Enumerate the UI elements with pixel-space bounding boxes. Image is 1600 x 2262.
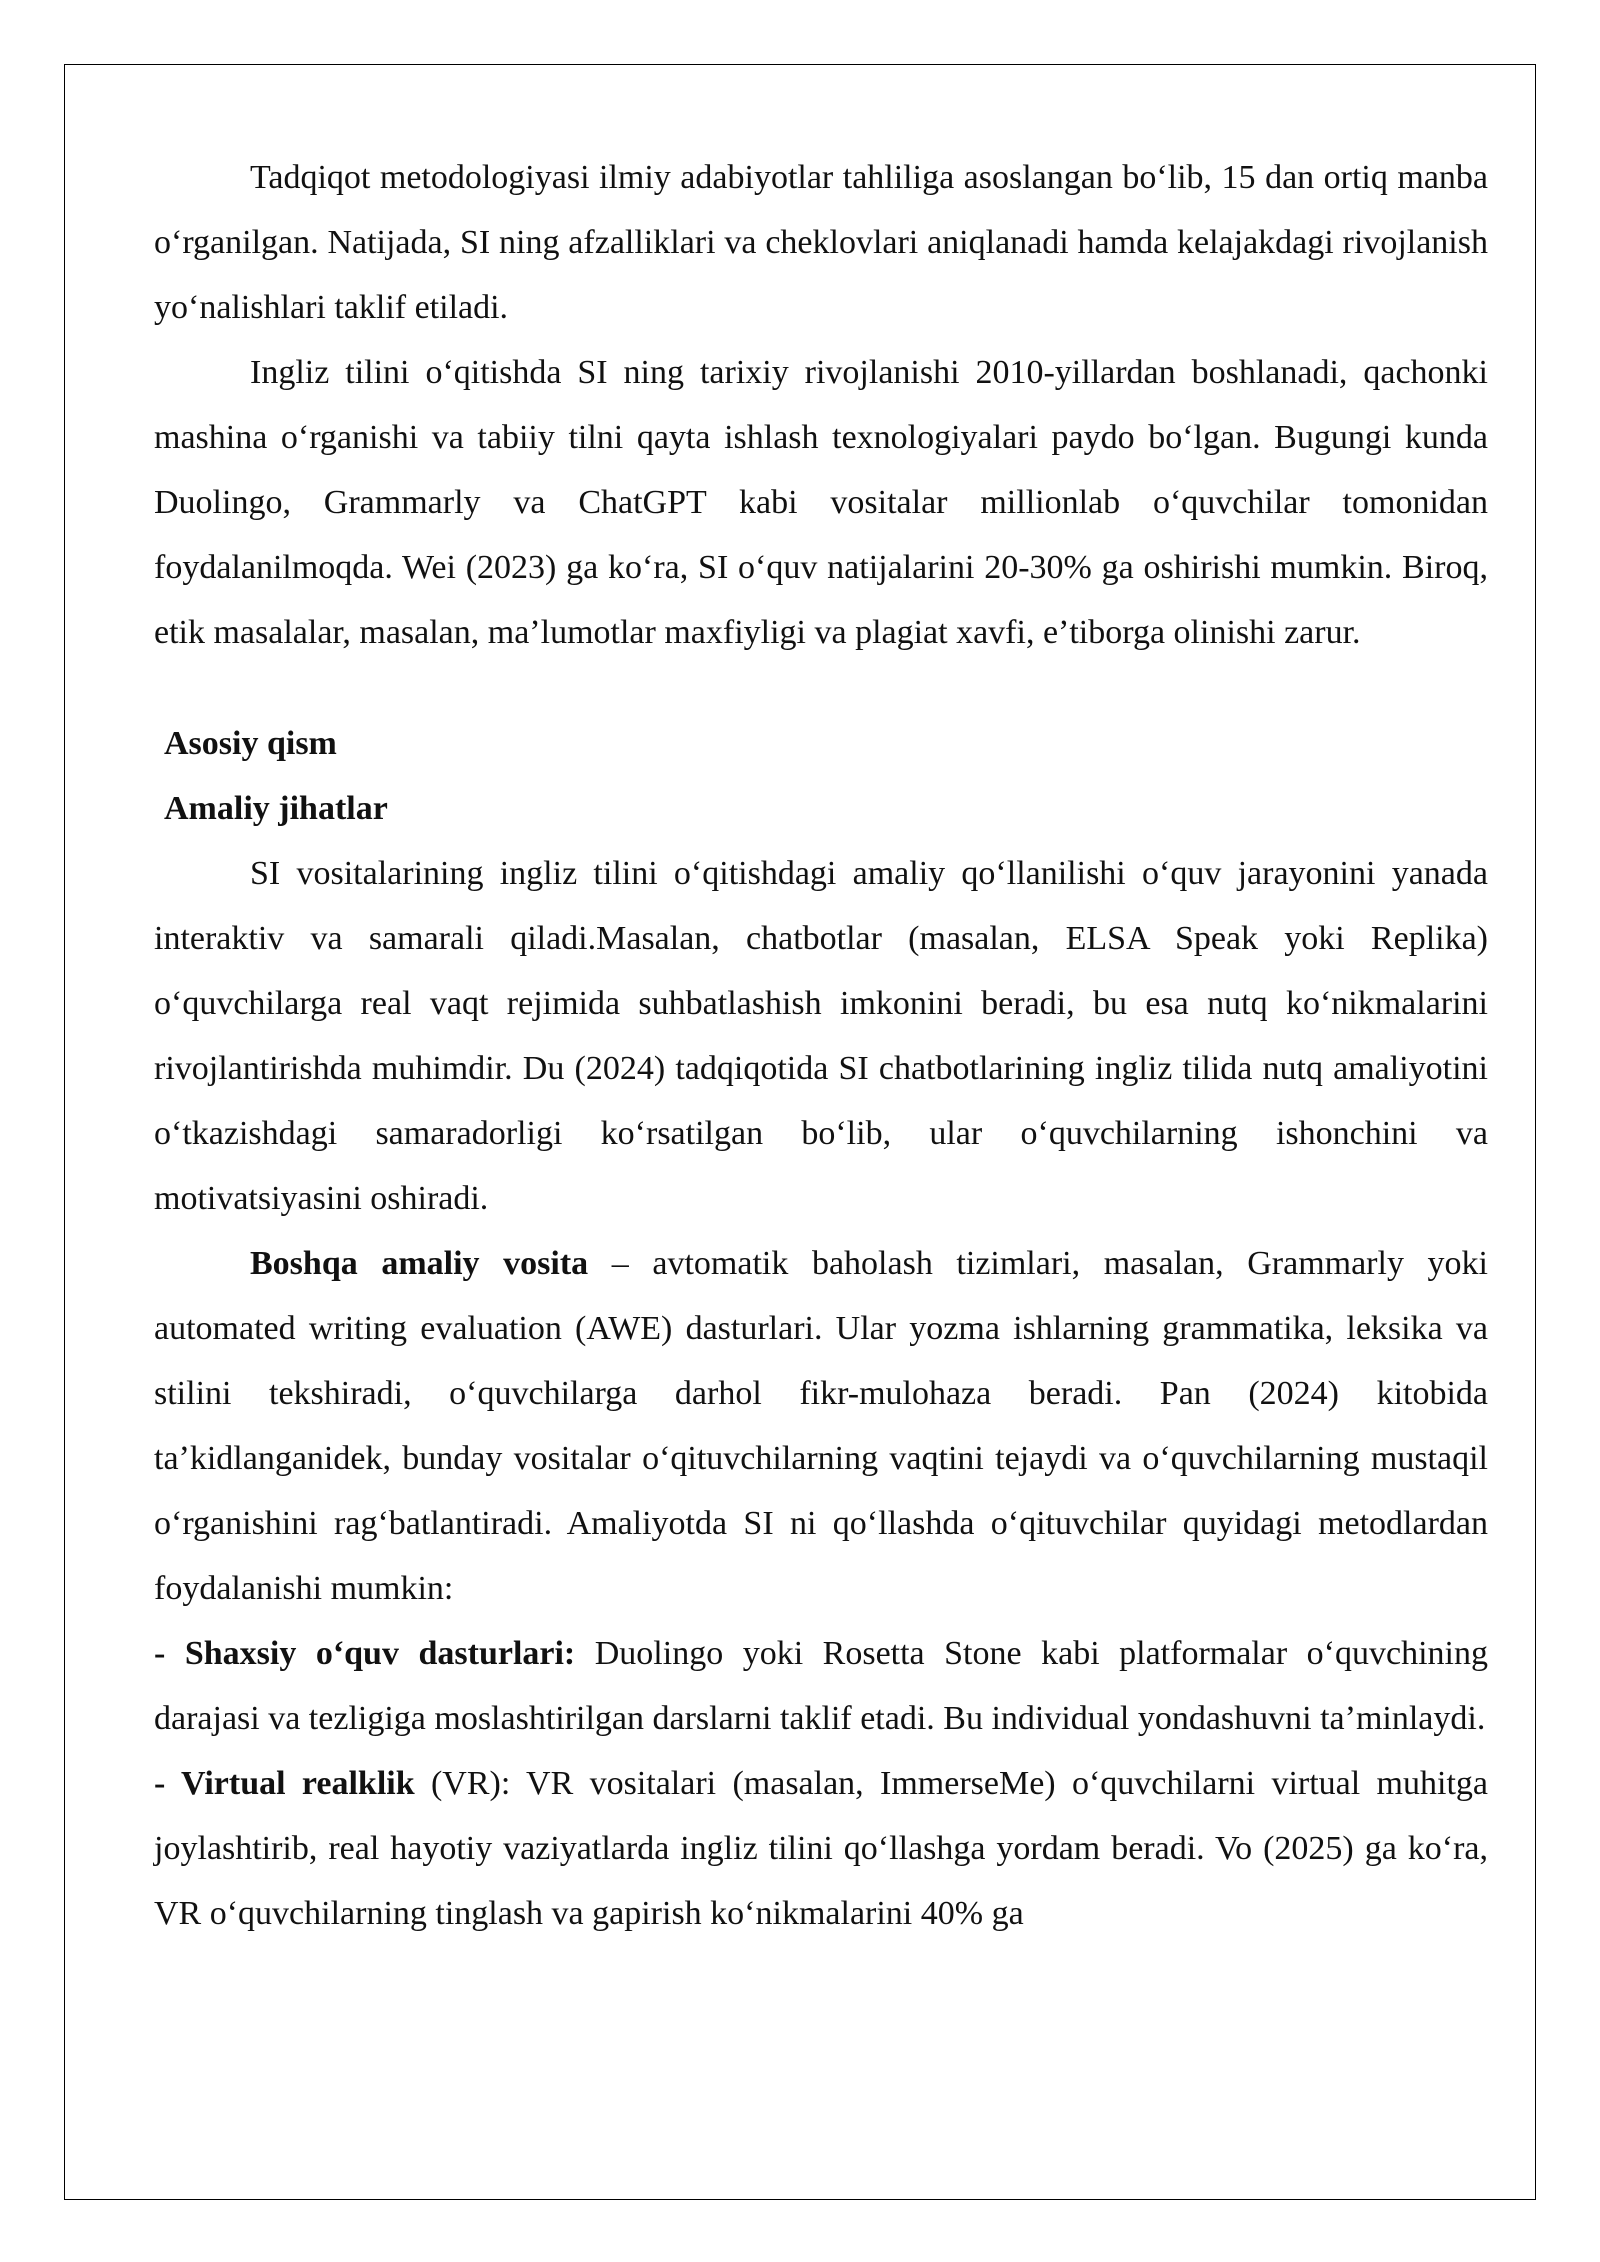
paragraph-gap [154, 665, 1488, 711]
bold-lead-text: Boshqa amaliy vosita [250, 1245, 589, 1282]
paragraph-text: (VR): VR vositalari (masalan, ImmerseMe) oʻquvchilarni virtual muhitga joylashtirib, real hayotiy vaziyatlarda ingliz tilini qoʻllashga yordam beradi. Vo (2025) ga koʻra, VR oʻquvchilarning tinglash va gapirish koʻnikmalarini 40% ga [154, 1765, 1488, 1932]
document-body [154, 145, 1488, 1946]
paragraph-text: – avtomatik baholash tizimlari, masalan, Grammarly yoki automated writing evaluation (AWE) dasturlari. Ular yozma ishlarning grammatika, leksika va stilini tekshiradi, oʻquvchilarga darhol fikr-mulohaza beradi. Pan (2024) kitobida taʼkidlanganidek, bunday vositalar oʻqituvchilarning vaqtini tejaydi va oʻquvchilarning mustaqil oʻrganishini ragʻbatlantiradi. Amaliyotda SI ni qoʻllashda oʻqituvchilar quyidagi metodlardan foydalanishi mumkin: [154, 1245, 1488, 1607]
section-heading-main: Asosiy qism [164, 725, 337, 762]
paragraph-history: Ingliz tilini oʻqitishda SI ning tarixiy rivojlanishi 2010-yillardan boshlanadi, qachonki mashina oʻrganishi va tabiiy tilni qayta ishlash texnologiyalari paydo boʻlgan. Bugungi kunda Duolingo, Grammarly va ChatGPT kabi vositalar millionlab oʻquvchilar tomonidan foydalanilmoqda. Wei (2023) ga koʻra, SI oʻquv natijalarini 20-30% ga oshirishi mumkin. Biroq, etik masalalar, masalan, maʼlumotlar maxfiyligi va plagiat xavfi, eʼtiborga olinishi zarur. [154, 354, 1488, 651]
paragraph-chatbots: SI vositalarining ingliz tilini oʻqitishdagi amaliy qoʻllanilishi oʻquv jarayonini yanada interaktiv va samarali qiladi.Masalan, chatbotlar (masalan, ELSA Speak yoki Replika) oʻquvchilarga real vaqt rejimida suhbatlashish imkonini beradi, bu esa nutq koʻnikmalarini rivojlantirishda muhimdir. Du (2024) tadqiqotida SI chatbotlarining ingliz tilida nutq amaliyotini oʻtkazishdagi samaradorligi koʻrsatilgan boʻlib, ular oʻquvchilarning ishonchini va motivatsiyasini oshiradi. [154, 855, 1488, 1217]
paragraph-assessment [154, 1231, 1488, 1621]
paragraph-methodology: Tadqiqot metodologiyasi ilmiy adabiyotlar tahliliga asoslangan boʻlib, 15 dan ortiq manba oʻrganilgan. Natijada, SI ning afzalliklari va cheklovlari aniqlanadi hamda kelajakdagi rivojlanish yoʻnalishlari taklif etiladi. [154, 159, 1488, 326]
paragraph-text: Duolingo yoki Rosetta Stone kabi platformalar oʻquvchining darajasi va tezligiga moslashtirilgan darslarni taklif etadi. Bu individual yondashuvni taʼminlaydi. [154, 1635, 1488, 1737]
list-item-personal-programs [154, 1621, 1488, 1751]
section-heading-practical: Amaliy jihatlar [164, 790, 388, 827]
list-item-virtual-reality [154, 1751, 1488, 1946]
bold-lead-text: - Shaxsiy oʻquv dasturlari: [154, 1635, 576, 1672]
bold-lead-text: - Virtual realklik [154, 1765, 415, 1802]
